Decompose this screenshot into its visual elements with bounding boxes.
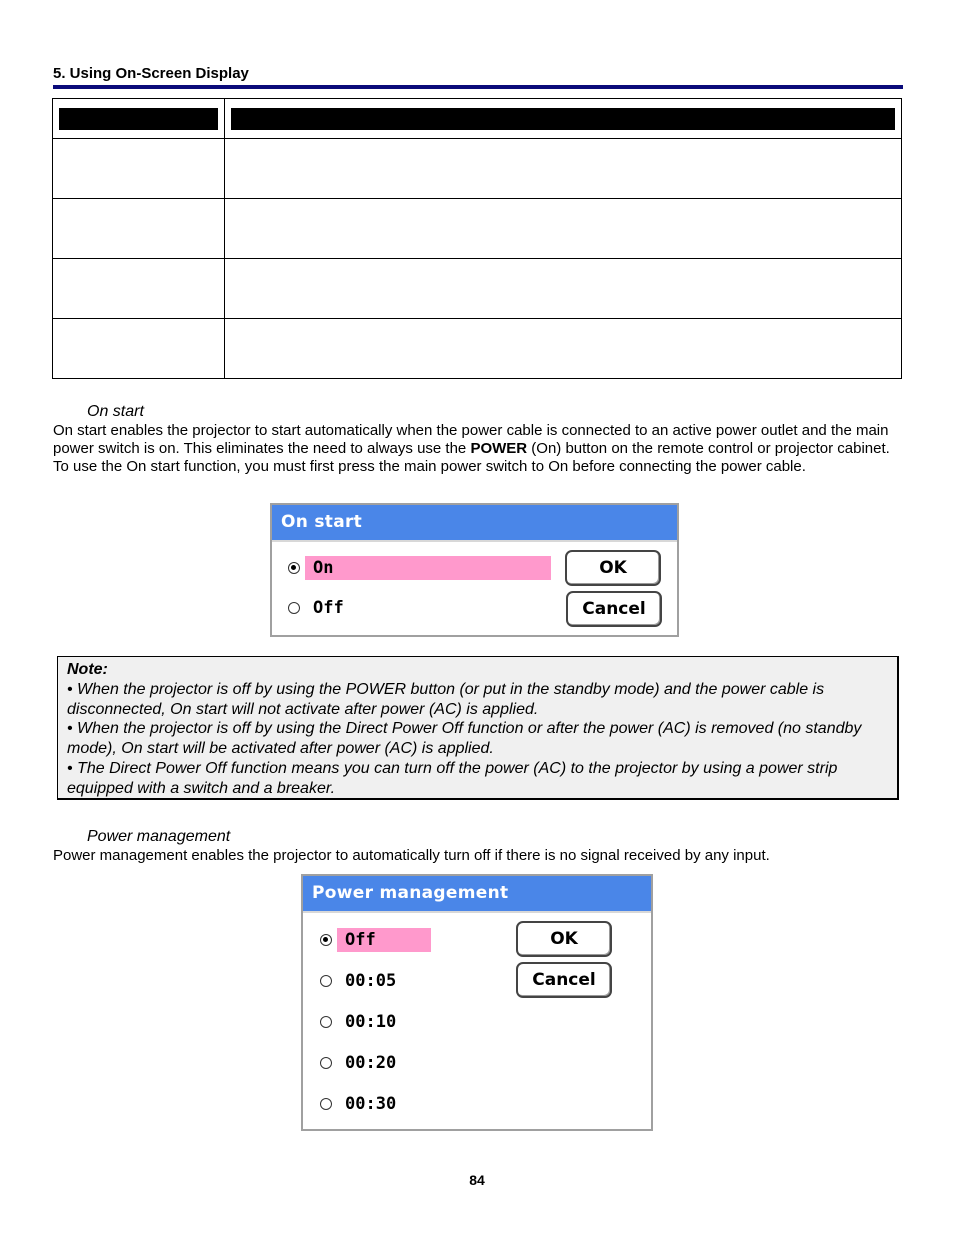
option-00-30[interactable] — [320, 1092, 396, 1116]
power-management-paragraph: Power management enables the projector to automatically turn off if there is no signal received by any input. — [53, 847, 770, 864]
note-title: Note: — [67, 661, 108, 678]
on-start-heading: On start — [87, 403, 144, 420]
table-header-cell — [53, 99, 225, 139]
radio-icon[interactable] — [320, 1098, 332, 1110]
dialog-title: On start — [272, 505, 677, 540]
option-label: On — [305, 556, 551, 580]
cancel-button[interactable]: Cancel — [516, 962, 612, 998]
ok-button[interactable]: OK — [516, 921, 612, 957]
option-off[interactable] — [288, 596, 344, 620]
radio-icon[interactable] — [288, 602, 300, 614]
ok-button[interactable]: OK — [565, 550, 661, 586]
option-off[interactable] — [320, 928, 431, 952]
option-label: 00:20 — [345, 1053, 397, 1073]
note-item: • When the projector is off by using the Direct Power Off function or after the power (AC) is removed (no standby mode), On start will be activated after power (AC) is applied. — [67, 720, 862, 758]
option-label: Off — [313, 598, 344, 618]
option-label: 00:05 — [345, 971, 397, 991]
power-management-dialog — [301, 874, 653, 1131]
option-00-20[interactable] — [320, 1051, 396, 1075]
radio-icon[interactable] — [320, 1016, 332, 1028]
table-header-cell — [225, 99, 902, 139]
option-label: Off — [337, 928, 431, 952]
option-label: 00:30 — [345, 1094, 397, 1114]
option-on[interactable] — [288, 556, 551, 580]
table-row — [53, 259, 902, 319]
radio-selected-icon[interactable] — [320, 934, 332, 946]
radio-selected-icon[interactable] — [288, 562, 300, 574]
option-label: 00:10 — [345, 1012, 397, 1032]
power-management-heading: Power management — [87, 828, 231, 845]
table-row — [53, 139, 902, 199]
on-start-dialog — [270, 503, 679, 637]
table-row — [53, 319, 902, 379]
option-00-10[interactable] — [320, 1010, 396, 1034]
radio-icon[interactable] — [320, 975, 332, 987]
note-box — [57, 656, 899, 800]
note-item: • When the projector is off by using the POWER button (or put in the standby mode) and the power cable is disconnected, On start will not activate after power (AC) is applied. — [67, 680, 825, 718]
on-start-paragraph: On start enables the projector to start automatically when the power cable is connected to an active power outlet and the main power switch is on. This eliminates the need to always use the POWER (On) button on the remote control or projector cabinet. To use the On start function, you must first press the main power switch to On before connecting the power cable. — [53, 422, 890, 475]
spec-table — [52, 98, 902, 379]
option-00-05[interactable] — [320, 969, 396, 993]
header-rule — [53, 85, 903, 89]
radio-icon[interactable] — [320, 1057, 332, 1069]
note-item: • The Direct Power Off function means you can turn off the power (AC) to the projector by using a power strip equipped with a switch and a breaker. — [67, 759, 838, 797]
section-header: 5. Using On-Screen Display — [53, 65, 249, 82]
cancel-button[interactable]: Cancel — [566, 591, 662, 627]
dialog-title: Power management — [303, 876, 651, 911]
table-row — [53, 199, 902, 259]
table-header-row — [53, 99, 902, 139]
page-number: 84 — [469, 1172, 485, 1188]
